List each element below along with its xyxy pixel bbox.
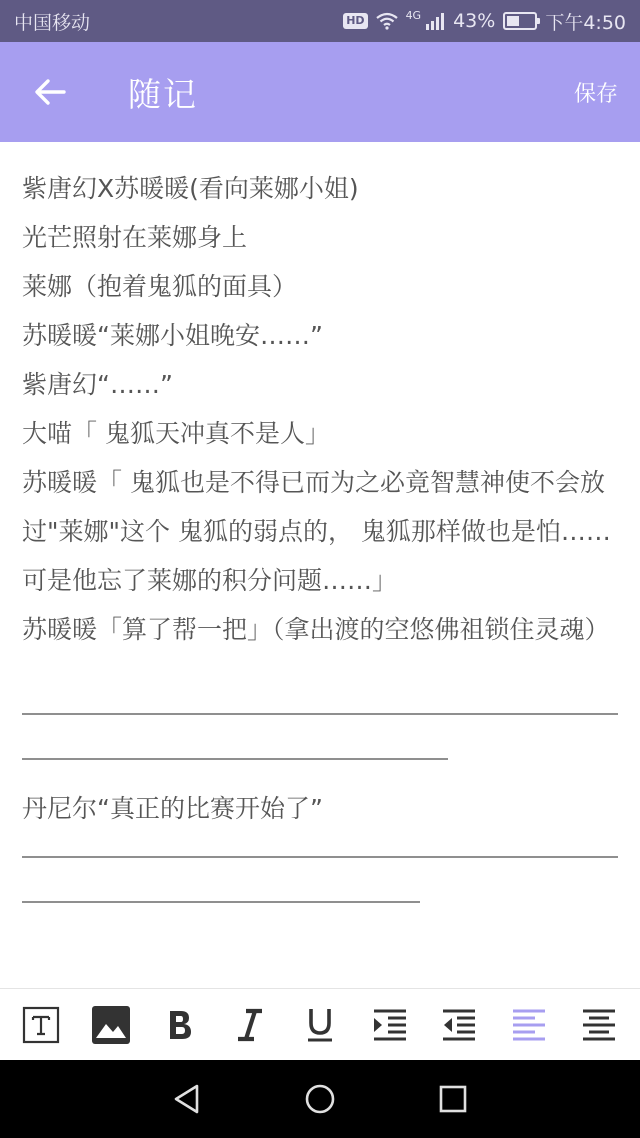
align-center-icon — [581, 1008, 617, 1042]
text-box-button[interactable] — [18, 1002, 64, 1048]
align-left-button[interactable] — [506, 1002, 552, 1048]
divider-line — [22, 856, 618, 858]
system-nav-bar — [0, 1060, 640, 1138]
battery-fill — [507, 16, 518, 26]
page-title: 随记 — [128, 74, 198, 114]
app-bar — [0, 42, 640, 142]
arrow-left-icon — [34, 78, 66, 106]
indent-icon — [372, 1008, 408, 1042]
save-button[interactable]: 保存 — [573, 81, 618, 107]
nav-recents-button[interactable] — [423, 1069, 483, 1129]
hd-badge: HD — [343, 13, 367, 29]
back-button[interactable] — [0, 42, 100, 142]
outdent-icon — [441, 1008, 477, 1042]
align-center-button[interactable] — [576, 1002, 622, 1048]
underline-icon — [306, 1007, 334, 1043]
image-icon — [91, 1005, 131, 1045]
triangle-back-icon — [172, 1083, 202, 1115]
status-icons — [343, 8, 626, 35]
align-left-icon — [511, 1008, 547, 1042]
wifi-icon — [376, 12, 398, 30]
divider-line — [22, 758, 448, 760]
status-bar — [0, 0, 640, 42]
note-line: 苏暖暖“莱娜小姐晚安……” — [22, 321, 323, 350]
divider-line — [22, 713, 618, 715]
bold-icon — [166, 1008, 194, 1042]
circle-home-icon — [304, 1083, 336, 1115]
battery-percent: 43% — [453, 10, 496, 32]
outdent-button[interactable] — [436, 1002, 482, 1048]
network-type: 4G — [405, 8, 422, 22]
divider-line — [22, 901, 420, 903]
underline-button[interactable] — [297, 1002, 343, 1048]
note-line: 苏暖暖「 鬼狐也是不得已而为之必竟智慧神使不会放过"莱娜"这个 鬼狐的弱点的， 鬼狐那样做也是怕……可是他忘了莱娜的积分问题……」 — [22, 468, 611, 595]
indent-button[interactable] — [367, 1002, 413, 1048]
note-line: 光芒照射在莱娜身上 — [22, 223, 248, 252]
italic-button[interactable] — [227, 1002, 273, 1048]
nav-home-button[interactable] — [290, 1069, 350, 1129]
note-line: 丹尼尔“真正的比赛开始了” — [22, 794, 323, 823]
note-line: 莱娜（抱着鬼狐的面具） — [22, 272, 298, 301]
italic-icon — [236, 1008, 264, 1042]
insert-image-button[interactable] — [88, 1002, 134, 1048]
clock: 下午4:50 — [545, 11, 626, 34]
note-line: 大喵「 鬼狐天冲真不是人」 — [22, 419, 330, 448]
nav-back-button[interactable] — [157, 1069, 217, 1129]
note-line: 苏暖暖「算了帮一把」（拿出渡的空悠佛祖锁住灵魂） — [22, 615, 610, 644]
square-recents-icon — [439, 1085, 467, 1113]
bold-button[interactable] — [157, 1002, 203, 1048]
note-line: 紫唐幻X苏暖暖(看向莱娜小姐) — [22, 174, 359, 203]
carrier-name: 中国移动 — [14, 11, 91, 34]
note-line: 紫唐幻“……” — [22, 370, 173, 399]
signal-icon — [425, 12, 445, 30]
format-toolbar — [0, 988, 640, 1060]
note-editor[interactable] — [22, 164, 622, 654]
battery-icon — [503, 12, 537, 30]
text-box-icon — [22, 1006, 60, 1044]
